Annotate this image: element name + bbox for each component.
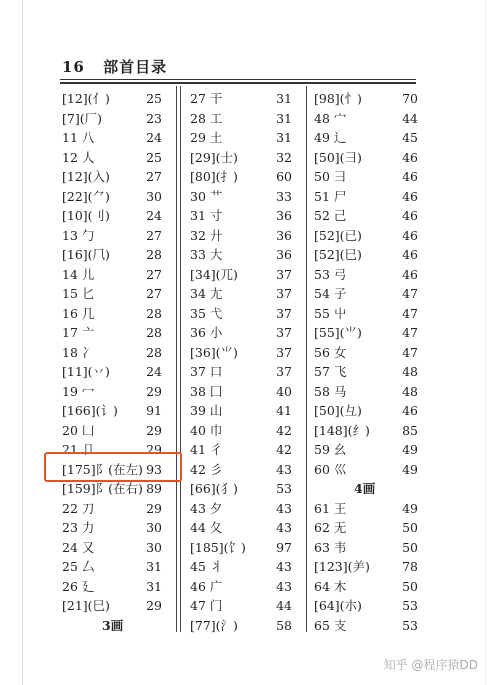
page-ref: 36 <box>276 227 292 243</box>
column-divider-2 <box>306 86 307 632</box>
page-ref: 37 <box>276 344 292 360</box>
radical-label: 34 尢 <box>190 286 223 301</box>
page-ref: 53 <box>402 617 418 633</box>
radical-label: 60 巛 <box>314 461 347 477</box>
page-ref: 32 <box>276 149 292 165</box>
page-ref: 78 <box>402 559 418 574</box>
page-ref: 27 <box>146 266 162 282</box>
page-ref: 85 <box>402 422 418 438</box>
radical-label: 29 土 <box>190 130 223 145</box>
page-ref: 36 <box>276 247 292 262</box>
radical-label: 27 干 <box>190 91 223 106</box>
page-ref: 27 <box>146 227 162 243</box>
page-ref: 50 <box>402 520 418 535</box>
page-title: 部首目录 <box>103 58 168 76</box>
radical-label: 42 彡 <box>190 461 223 477</box>
radical-label: [185](饣) <box>190 539 246 555</box>
page-ref: 89 <box>146 481 162 496</box>
radical-label: 26 廴 <box>62 578 95 594</box>
page-ref: 31 <box>276 130 292 145</box>
radical-label: 49 辶 <box>314 130 347 145</box>
radical-label: 25 厶 <box>62 559 95 574</box>
radical-label: [12](入) <box>62 169 110 184</box>
radical-label: 64 木 <box>314 578 347 594</box>
page-ref: 46 <box>402 188 418 204</box>
page-ref: 53 <box>276 481 292 496</box>
page-ref: 44 <box>276 598 292 613</box>
page-ref: 70 <box>402 91 418 106</box>
page-ref: 49 <box>402 461 418 477</box>
radical-label: 32 廾 <box>190 227 223 243</box>
page-ref: 97 <box>276 539 292 555</box>
page-ref: 46 <box>402 227 418 243</box>
page-ref: 53 <box>402 598 418 613</box>
radical-label: 4画 <box>354 481 376 496</box>
radical-label: [36](⺌) <box>190 344 238 360</box>
page-ref: 43 <box>276 461 292 477</box>
radical-label: 20 凵 <box>62 422 95 438</box>
radical-label: 24 又 <box>62 539 95 555</box>
page-ref: 37 <box>276 266 292 282</box>
page-ref: 29 <box>146 422 162 438</box>
radical-label: [175]阝(在左) <box>62 461 143 477</box>
page-ref: 29 <box>146 500 162 516</box>
radical-label: [80](扌) <box>190 169 238 184</box>
header-rule <box>60 79 416 80</box>
page-ref: 46 <box>402 208 418 223</box>
radical-label: 57 飞 <box>314 364 347 379</box>
radical-label: 11 八 <box>62 130 95 145</box>
radical-label: 3画 <box>102 617 124 633</box>
page-ref: 25 <box>146 91 162 106</box>
page-ref: 40 <box>276 383 292 399</box>
page-ref: 91 <box>146 403 162 418</box>
radical-label: [7](厂) <box>62 110 102 126</box>
radical-label: [66](犭) <box>190 481 238 496</box>
highlight-box <box>44 452 182 482</box>
radical-label: 47 门 <box>190 598 223 613</box>
page-ref: 49 <box>402 442 418 457</box>
page-ref: 31 <box>146 559 162 574</box>
radical-label: 19 冖 <box>62 383 95 399</box>
radical-label: [21](巳) <box>62 598 110 613</box>
page-ref: 43 <box>276 559 292 574</box>
page-ref: 60 <box>276 169 292 184</box>
page-ref: 33 <box>276 188 292 204</box>
radical-label: 48 宀 <box>314 110 347 126</box>
radical-label: [159]阝(在右) <box>62 481 143 496</box>
radical-label: 37 口 <box>190 364 223 379</box>
radical-label: 65 支 <box>314 617 347 633</box>
radical-label: 59 幺 <box>314 442 347 457</box>
page-ref: 46 <box>402 266 418 282</box>
radical-label: 53 弓 <box>314 266 347 282</box>
page-ref: 47 <box>402 305 418 321</box>
radical-label: [50](彑) <box>314 403 362 418</box>
page-ref: 45 <box>402 130 418 145</box>
page-ref: 31 <box>276 110 292 126</box>
radical-label: 43 夕 <box>190 500 223 516</box>
page-ref: 37 <box>276 305 292 321</box>
radical-label: 39 山 <box>190 403 223 418</box>
page-ref: 27 <box>146 286 162 301</box>
page-ref: 42 <box>276 422 292 438</box>
radical-label: 55 屮 <box>314 305 347 321</box>
radical-label: 45 丬 <box>190 559 223 574</box>
radical-label: [29](士) <box>190 149 238 165</box>
radical-label: [52](已) <box>314 227 362 243</box>
radical-label: 21 卩 <box>62 442 95 457</box>
page-ref: 24 <box>146 130 162 145</box>
radical-label: [55](⺌) <box>314 325 362 340</box>
radical-label: 16 几 <box>62 305 95 321</box>
radical-label: 17 亠 <box>62 325 95 340</box>
page-header <box>62 56 167 77</box>
radical-label: 58 马 <box>314 383 347 399</box>
column-divider-1 <box>176 86 181 632</box>
page-ref: 50 <box>402 578 418 594</box>
radical-label: [123](⺶) <box>314 559 370 574</box>
radical-label: [10](刂) <box>62 208 110 223</box>
page-ref: 43 <box>276 500 292 516</box>
radical-label: [22](⺈) <box>62 188 110 204</box>
radical-label: 36 小 <box>190 325 223 340</box>
radical-label: [11](丷) <box>62 364 110 379</box>
radical-label: 12 人 <box>62 149 95 165</box>
radical-label: 35 弋 <box>190 305 223 321</box>
radical-label: [12](亻) <box>62 91 110 106</box>
page-ref: 28 <box>146 247 162 262</box>
radical-label: 51 尸 <box>314 188 347 204</box>
radical-label: 54 子 <box>314 286 347 301</box>
radical-label: [64](朩) <box>314 598 362 613</box>
page-ref: 24 <box>146 364 162 379</box>
page-ref: 58 <box>276 617 292 633</box>
page-border-left <box>22 0 23 685</box>
page-ref: 46 <box>402 403 418 418</box>
page-ref: 28 <box>146 344 162 360</box>
radical-label: 22 刀 <box>62 500 95 516</box>
radical-label: 40 巾 <box>190 422 223 438</box>
page-ref: 46 <box>402 169 418 184</box>
page-ref: 47 <box>402 325 418 340</box>
radical-label: 61 王 <box>314 500 347 516</box>
page-border-right <box>485 0 486 685</box>
page-ref: 46 <box>402 247 418 262</box>
page-ref: 29 <box>146 442 162 457</box>
page-ref: 37 <box>276 286 292 301</box>
radical-label: [16](⺇) <box>62 247 110 262</box>
page-ref: 41 <box>276 403 292 418</box>
page-ref: 37 <box>276 364 292 379</box>
page-number: 16 <box>62 58 85 76</box>
radical-label: 14 儿 <box>62 266 95 282</box>
page-ref: 37 <box>276 325 292 340</box>
page-ref: 31 <box>276 91 292 106</box>
page-ref: 24 <box>146 208 162 223</box>
radical-label: 46 广 <box>190 578 223 594</box>
page-ref: 30 <box>146 539 162 555</box>
radical-label: [98](忄) <box>314 91 362 106</box>
radical-label: 63 韦 <box>314 539 347 555</box>
page-ref: 28 <box>146 305 162 321</box>
page-ref: 29 <box>146 383 162 399</box>
radical-label: [148](纟) <box>314 422 370 438</box>
page-ref: 48 <box>402 383 418 399</box>
radical-label: 41 彳 <box>190 442 223 457</box>
radical-label: 23 力 <box>62 520 95 535</box>
page-ref: 27 <box>146 169 162 184</box>
page-ref: 44 <box>402 110 418 126</box>
page-ref: 28 <box>146 325 162 340</box>
radical-label: [77](氵) <box>190 617 238 633</box>
header-rule-thick <box>60 82 416 84</box>
page-ref: 48 <box>402 364 418 379</box>
radical-label: [34](兀) <box>190 266 238 282</box>
page-ref: 46 <box>402 149 418 165</box>
radical-label: 56 女 <box>314 344 347 360</box>
radical-label: [50](彐) <box>314 149 362 165</box>
radical-label: 31 寸 <box>190 208 223 223</box>
page-ref: 43 <box>276 520 292 535</box>
page-ref: 47 <box>402 344 418 360</box>
watermark: 知乎 @程序猿DD <box>383 658 478 672</box>
radical-label: 18 冫 <box>62 344 95 360</box>
page-ref: 50 <box>402 539 418 555</box>
radical-label: 52 己 <box>314 208 347 223</box>
page-ref: 36 <box>276 208 292 223</box>
radical-label: 15 匕 <box>62 286 95 301</box>
page-ref: 93 <box>146 461 162 477</box>
radical-label: 28 工 <box>190 110 223 126</box>
radical-label: 44 夂 <box>190 520 223 535</box>
radical-label: 30 艹 <box>190 188 223 204</box>
radical-label: 13 勹 <box>62 227 95 243</box>
page-ref: 25 <box>146 149 162 165</box>
page-ref: 23 <box>146 110 162 126</box>
radical-label: [52](巳) <box>314 247 362 262</box>
page-ref: 49 <box>402 500 418 516</box>
radical-label: 50 彐 <box>314 169 347 184</box>
page-ref: 30 <box>146 520 162 535</box>
page-ref: 29 <box>146 598 162 613</box>
page-ref: 43 <box>276 578 292 594</box>
page-ref: 47 <box>402 286 418 301</box>
page-ref: 30 <box>146 188 162 204</box>
radical-label: [166](讠) <box>62 403 118 418</box>
radical-label: 33 大 <box>190 247 223 262</box>
radical-label: 38 囗 <box>190 383 223 399</box>
radical-label: 62 无 <box>314 520 347 535</box>
page-ref: 31 <box>146 578 162 594</box>
page-ref: 42 <box>276 442 292 457</box>
